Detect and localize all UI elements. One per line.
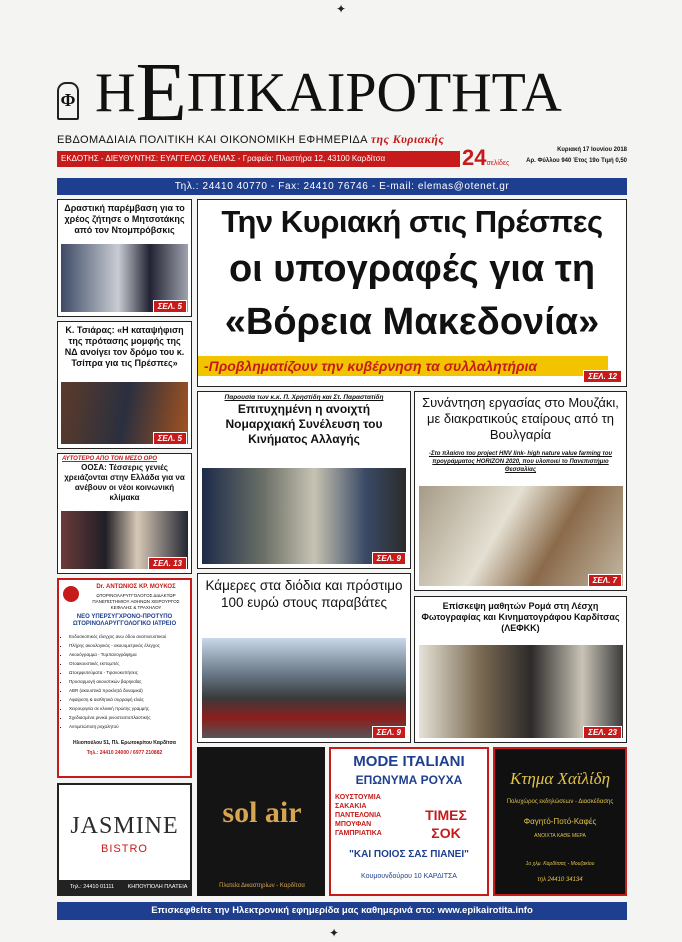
lead-line-1: Την Κυριακή στις Πρέσπες [221,204,603,239]
masthead-logo [57,82,77,122]
jasmine-name: JASMINE [70,813,179,839]
footer-bar[interactable]: Επισκεφθείτε την Ηλεκτρονική εφημερίδα μας καθημερινά στο: www.epikairotita.info [57,902,627,920]
ktima-line-1: Πολυχώρος εκδηλώσεων - Διασκέδασης [506,799,614,805]
logo-icon: Φ [57,82,79,120]
mode-price-1: ΤΙΜΕΣ [425,807,467,823]
page-ref[interactable]: ΣΕΛ. 9 [372,552,406,565]
sidebar-story-3[interactable] [57,453,192,574]
ktima-line-2: Φαγητό-Ποτό-Καφές [523,817,597,826]
mode-item: ΚΟΥΣΤΟΥΜΙΑ [335,794,381,801]
pages-label: σελίδες [486,160,510,167]
story-text: Δραστική παρέμβαση για το χρέος ζήτησε ο Μητσοτάκης από τον Ντομπρόβσκις [64,203,185,235]
title-rest: ΠΙΚΑΙΡΟΤΗΤΑ [186,62,562,124]
doctor-ad[interactable] [57,578,192,778]
lead-line-2: οι υπογραφές για τη [228,248,596,290]
ktima-line-4: 1ο χλμ. Καρδίτσας - Μουζακίου [525,861,595,867]
doctor-banner: ΝΕΟ ΥΠΕΡΣΥΓΧΡΟΝΟ-ΠΡΟΤΥΠΟ ΩΤΟΡΙΝΟΛΑΡΥΓΓΟΛΟΓΙΚΟ ΙΑΤΡΕΙΟ [72,614,177,627]
story-text: Κ. Τσιάρας: «Η καταψήφιση της πρότασης μομφής της ΝΔ ανοίγει τον δρόμο του κ. Τσίπρα για τις Πρέσπες» [64,325,185,368]
page-ref[interactable]: ΣΕΛ. 7 [588,574,622,587]
publisher-bar: ΕΚΔΟΤΗΣ - ΔΙΕΥΘΥΝΤΗΣ: ΕΥΑΓΓΕΛΟΣ ΛΕΜΑΣ - Γραφεία: Πλαστήρα 12, 43100 Καρδίτσα [57,151,460,167]
story-photo [419,645,623,738]
story-headline: Κάμερες στα διόδια και πρόστιμο 100 ευρώ στους παραβάτες [205,578,403,610]
mode-title: MODE ITALIANI [353,753,465,770]
ktima-line-3: ΑΝΟΙΧΤΑ ΚΑΘΕ ΜΕΡΑ [534,833,586,839]
registration-mark-top: ✦ [336,2,347,16]
cameras-story[interactable] [197,573,411,743]
issue-number: Αρ. Φύλλου 940 Έτος 19ο Τιμή 0,50 [526,158,627,164]
kinal-story[interactable] [197,391,411,569]
jasmine-ad[interactable] [57,783,192,896]
roma-story[interactable] [414,596,627,743]
subtitle-accent: της Κυριακής [370,132,445,146]
ktima-ad[interactable] [493,747,627,896]
mode-address: Κουμουνδούρου 10 ΚΑΡΔΙΤΣΑ [361,873,457,880]
service-item: ▪ Ενδοσκοπικός έλεγχος ανω όδου αναπνευστικού [69,632,188,641]
page-ref[interactable]: ΣΕΛ. 5 [153,300,187,313]
lead-subhead: -Προβληματίζουν την κυβέρνηση τα συλλαλητήρια [198,356,608,376]
doctor-title: ΩΤΟΡΙΝΟΛΑΡΥΓΓΟΛΟΓΟΣ ΔΙΔΑΚΤΩΡ ΠΑΝΕΠΙΣΤΗΜΙΟΥ ΑΘΗΝΩΝ ΧΕΙΡΟΥΡΓΟΣ ΚΕΦΑΛΗΣ & ΤΡΑΧΗΛΟΥ [92,593,180,610]
story-photo [202,468,406,564]
registration-mark-bottom: ✦ [329,926,340,940]
page-ref[interactable]: ΣΕΛ. 13 [148,557,187,570]
service-item: ▪ Χειρουργεία σε κλινική πρώτης γραμμής [69,704,188,713]
page-ref[interactable]: ΣΕΛ. 23 [583,726,622,739]
issue-date: Κυριακή 17 Ιουνίου 2018 [557,147,627,153]
mode-items [335,793,407,838]
mode-price-2: ΣΟΚ [431,825,461,841]
mode-italiani-ad[interactable] [329,747,489,896]
story-kicker: ΑΥΤΟΤΕΡΟ ΑΠΟ ΤΟΝ ΜΕΣΟ ΟΡΟ [62,456,158,462]
service-item: ▪ Σχεδιασμένα ρινικά ρινοστεατοπλαστικής [69,713,188,722]
mode-item: ΓΑΜΠΡΙΑΤΙΚΑ [335,830,382,837]
jasmine-phone: Τηλ.: 24410 01111 [59,880,125,894]
lead-line-3: «Βόρεια Μακεδονία» [224,301,600,343]
contact-bar: Τηλ.: 24410 40770 - Fax: 24410 76746 - E-mail: elemas@otenet.gr [57,178,627,195]
jasmine-area: ΚΗΠΟΥΠΟΛΗ ΠΛΑΤΕΙΑ [125,880,190,894]
pages-number: 24 [462,145,487,170]
mode-slogan: "ΚΑΙ ΠΟΙΟΣ ΣΑΣ ΠΙΑΝΕΙ" [349,849,469,860]
meeting-story[interactable] [414,391,627,591]
sol-ad[interactable] [197,747,325,896]
mode-subtitle: ΕΠΩΝΥΜΑ ΡΟΥΧΑ [355,773,463,787]
service-item: ▪ ABR (ακουστικά προκλητά δυναμικά) [69,686,188,695]
story-photo [202,638,406,738]
service-item: ▪ Ακουόγραμμα - Τυμπανογράφημα [69,650,188,659]
mode-item: ΜΠΟΥΦΑΝ [335,821,372,828]
doctor-services-list [61,632,188,731]
story-photo [419,486,623,586]
story-headline: Επίσκεψη μαθητών Ρομά στη Λέσχη Φωτογραφίας και Κινηματογράφου Καρδίτσας (ΛΕΦΚΚ) [421,601,620,633]
service-item: ▪ Αντιμετώπιση ροχαλητού [69,722,188,731]
subtitle-text: ΕΒΔΟΜΑΔΙΑΙΑ ΠΟΛΙΤΙΚΗ ΚΑΙ ΟΙΚΟΝΟΜΙΚΗ ΕΦΗΜΕΡΙΔΑ [57,134,368,146]
title-big-letter: Ε [135,46,187,139]
title-prefix: Η [95,62,136,124]
ktima-name: Κτημα Χαϊλίδη [509,769,611,788]
mode-item: ΠΑΝΤΕΛΟΝΙΑ [335,812,382,819]
page-ref[interactable]: ΣΕΛ. 5 [153,432,187,445]
story-headline: Συνάντηση εργασίας στο Μουζάκι, με διακρατικούς εταίρους από τη Βουλγαρία [422,395,619,442]
sol-address: Πλατεία Δικαστηρίων - Καρδίτσα [219,883,305,889]
doctor-logo-icon [63,586,79,602]
sidebar-story-1[interactable] [57,199,192,317]
story-text: ΟΟΣΑ: Τέσσερις γενιές χρειάζονται στην Ελλάδα για να ανέβουν οι νέοι κοινωνική κλίμακα [64,463,185,502]
story-sub: -Στο πλαίσιο του project HNV link- high nature value farming του προγράμματος HORIZON 2020, που υλοποιεί το Πανεπιστήμιο Θεσσαλίας [428,451,613,473]
sol-logo: sol air [222,796,302,829]
doctor-address: Ηλιοπούλου 51, Πλ. Ερωτοκρίτου Καρδίτσα [73,740,176,746]
page-ref[interactable]: ΣΕΛ. 12 [583,370,622,383]
doctor-phones: Τηλ.: 24410 24000 / 6977 210882 [86,750,163,756]
doctor-name: Dr. ΑΝΤΩΝΙΟΣ ΚΡ. ΜΟΥΚΟΣ [96,584,176,590]
jasmine-sub: BISTRO [101,843,148,855]
story-kicker: Παρουσία των κ.κ. Π. Χρηστίδη και Στ. Παραστατίδη [224,394,384,401]
lead-story[interactable] [197,199,627,387]
service-item: ▪ Πλήρης ακοολογικός - ακουομετρικός έλεγχος [69,641,188,650]
masthead-subtitle [57,132,627,146]
page-ref[interactable]: ΣΕΛ. 9 [372,726,406,739]
ktima-line-5: τηλ 24410 34134 [537,877,583,883]
service-item: ▪ Προσαρμογή ακουστικών βαρηκοΐας [69,677,188,686]
mode-item: ΣΑΚΑΚΙΑ [335,803,367,810]
service-item: ▪ Ωτοεμφυτεύματα - Τιρανοκοπήσεις [69,668,188,677]
sidebar-story-2[interactable] [57,321,192,449]
service-item: ▪ Οτοακουστικές εκπομπές [69,659,188,668]
story-headline: Επιτυχημένη η ανοιχτή Νομαρχιακή Συνέλευση του Κινήματος Αλλαγής [225,402,383,446]
service-item: ▪ Αφαίρεση & αισθητικά συρραφή ελιάς [69,695,188,704]
